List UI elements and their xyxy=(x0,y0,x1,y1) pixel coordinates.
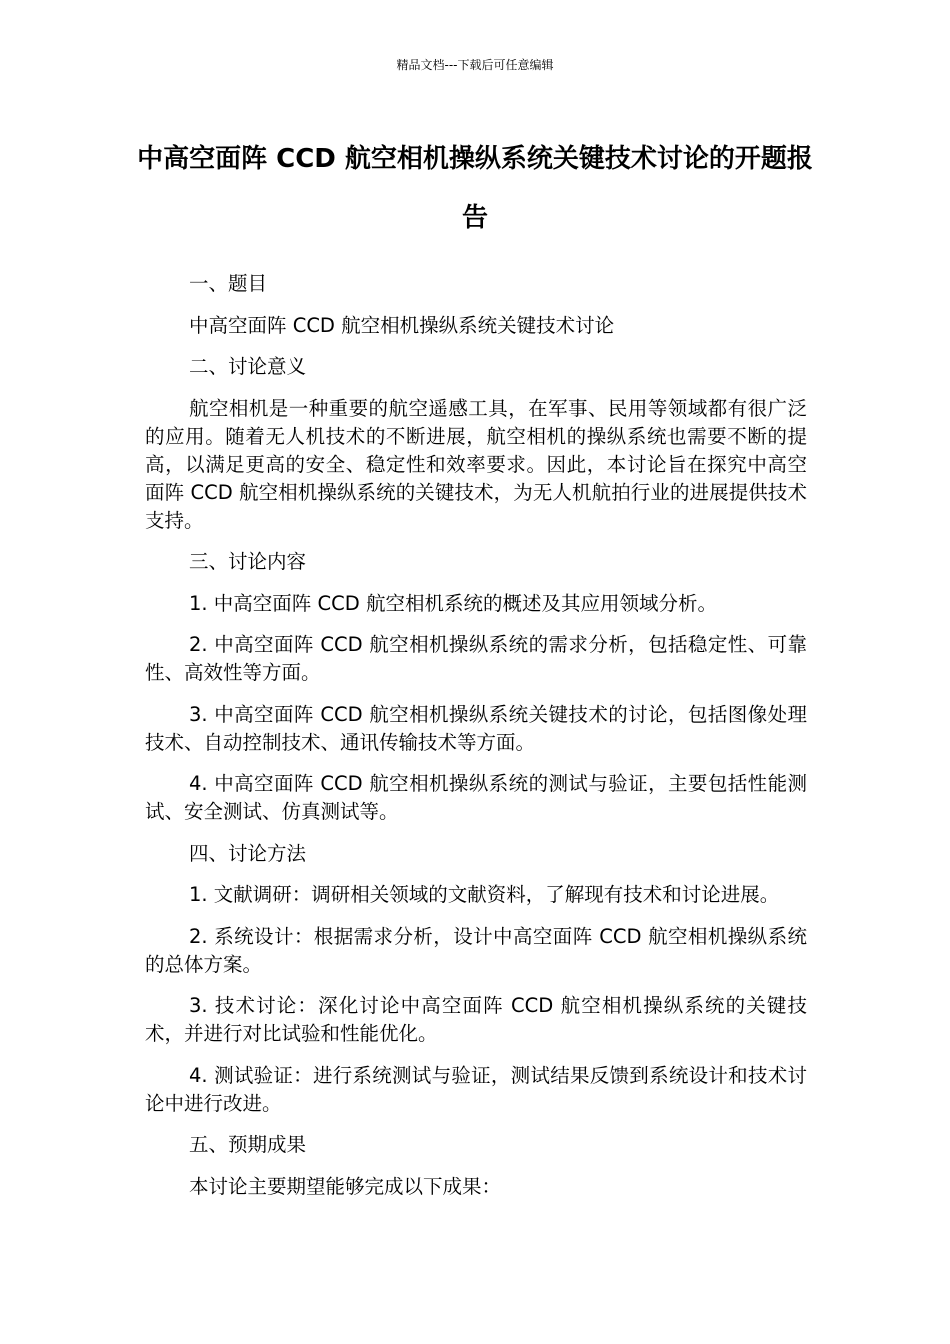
topic-text: 中高空面阵 CCD 航空相机操纵系统关键技术讨论 xyxy=(189,313,615,337)
content-item: 4. 中高空面阵 CCD 航空相机操纵系统的测试与验证，主要包括性能测试、安全测试、仿真测试等。 xyxy=(145,772,807,823)
method-item: 3. 技术讨论：深化讨论中高空面阵 CCD 航空相机操纵系统的关键技术，并进行对比试验和性能优化。 xyxy=(145,994,807,1045)
content-item: 2. 中高空面阵 CCD 航空相机操纵系统的需求分析，包括稳定性、可靠性、高效性等方面。 xyxy=(145,633,807,684)
method-item: 4. 测试验证：进行系统测试与验证，测试结果反馈到系统设计和技术讨论中进行改进。 xyxy=(145,1063,807,1115)
heading-significance: 二、讨论意义 xyxy=(189,355,307,378)
content-item: 3. 中高空面阵 CCD 航空相机操纵系统关键技术的讨论，包括图像处理技术、自动控制技术、通讯传输技术等方面。 xyxy=(145,702,807,754)
results-text: 本讨论主要期望能够完成以下成果： xyxy=(189,1174,502,1198)
significance-text: 航空相机是一种重要的航空遥感工具，在军事、民用等领域都有很广泛的应用。随着无人机技术的不断进展，航空相机的操纵系统也需要不断的提高，以满足更高的安全、稳定性和效率要求。因此，本讨论旨在探究中高空面阵 CCD 航空相机操纵系统的关键技术，为无人机航拍行业的进展提供技术支持。 xyxy=(145,396,807,532)
heading-method: 四、讨论方法 xyxy=(189,841,307,865)
heading-topic: 一、题目 xyxy=(189,272,268,295)
heading-results: 五、预期成果 xyxy=(189,1133,307,1156)
content-item: 1. 中高空面阵 CCD 航空相机系统的概述及其应用领域分析。 xyxy=(189,591,717,615)
method-item: 2. 系统设计：根据需求分析，设计中高空面阵 CCD 航空相机操纵系统的总体方案。 xyxy=(145,924,807,976)
method-item: 1. 文献调研：调研相关领域的文献资料，了解现有技术和讨论进展。 xyxy=(189,883,780,906)
document-body xyxy=(145,270,807,1214)
document-title: 中高空面阵 CCD 航空相机操纵系统关键技术讨论的开题报告 xyxy=(137,144,813,233)
heading-content: 三、讨论内容 xyxy=(189,550,307,573)
page-header: 精品文档---下载后可任意编辑 xyxy=(396,58,554,72)
